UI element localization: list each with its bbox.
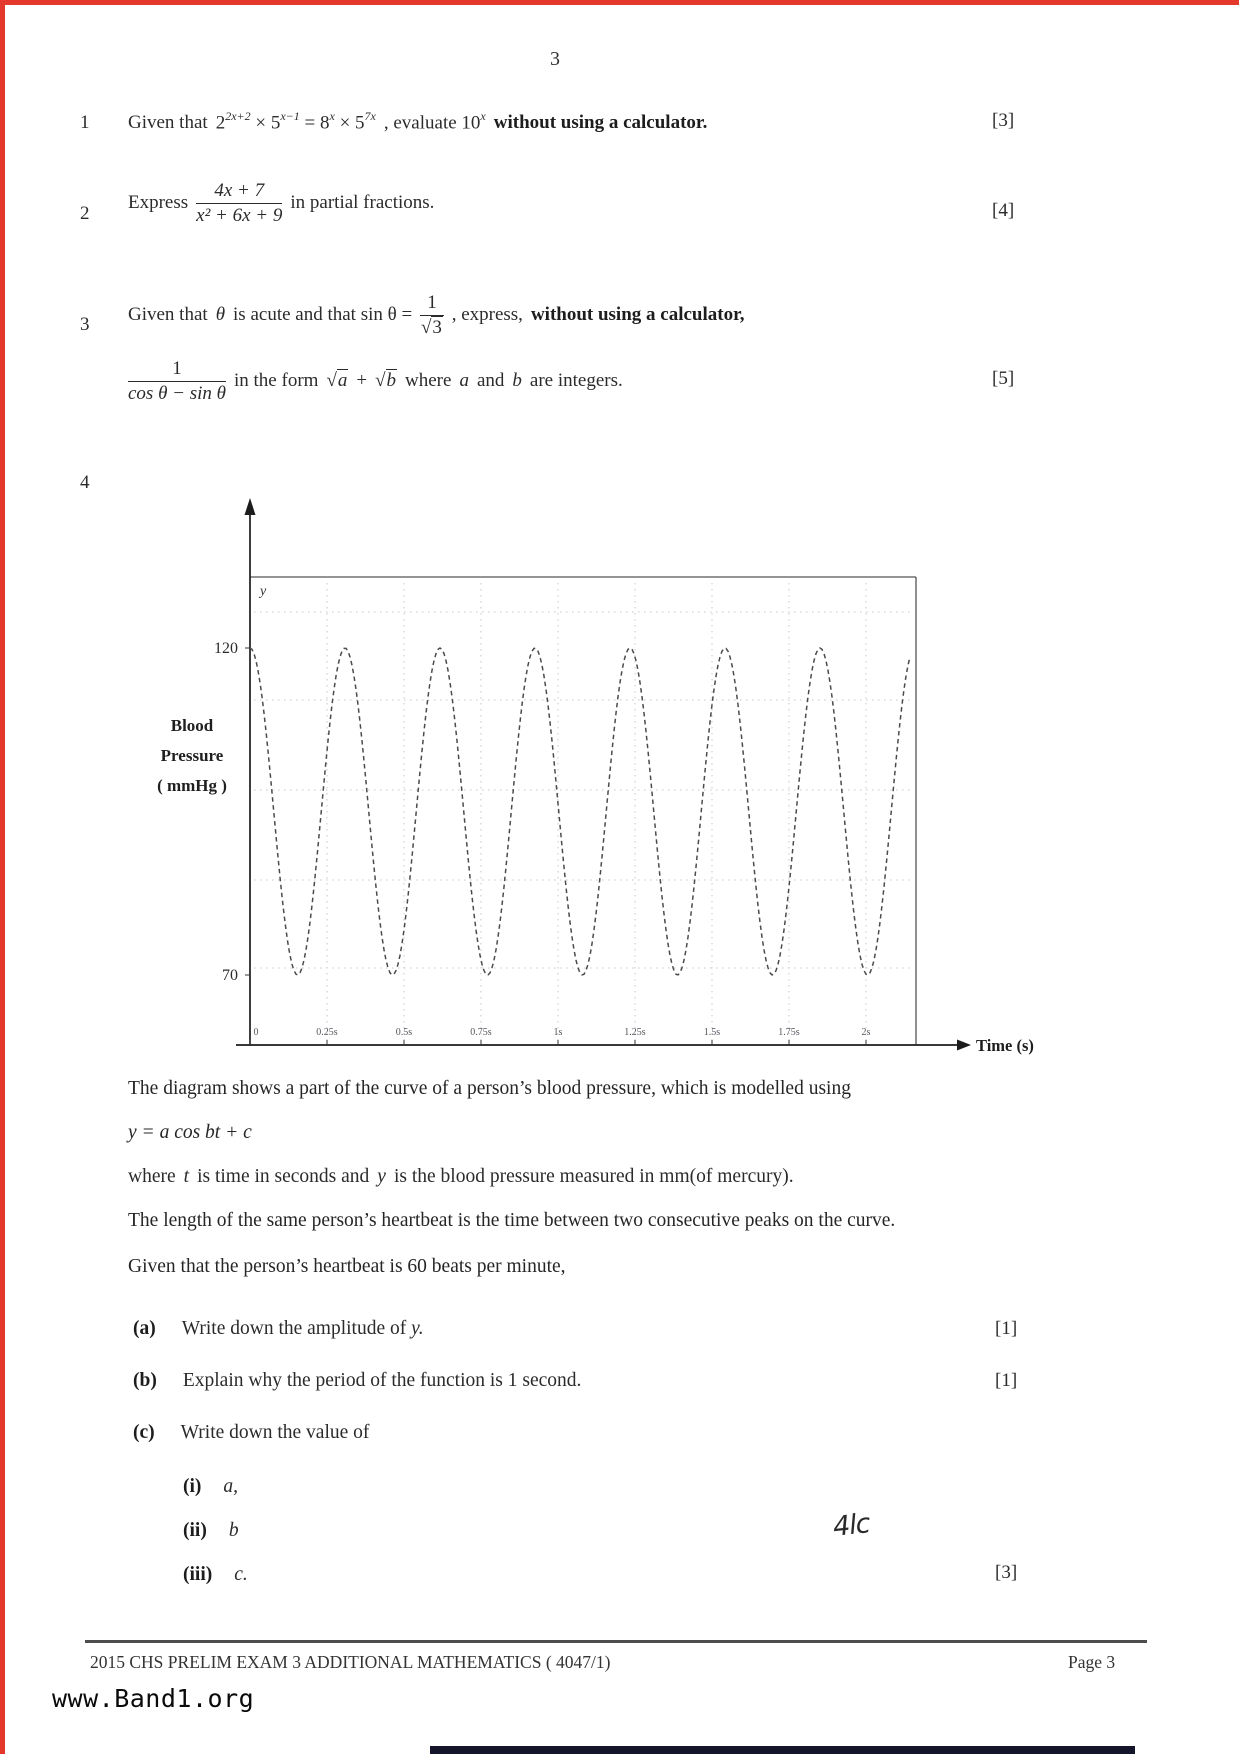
theta-symbol: θ	[215, 304, 226, 326]
scan-edge-left	[0, 0, 5, 1754]
q3-mark: [5]	[992, 368, 1015, 389]
scan-edge-bottom-bar	[430, 1746, 1135, 1754]
sub-iii-text: c.	[234, 1564, 248, 1585]
q3-l1a: Given that	[128, 304, 208, 326]
x-tick-label: 0.5s	[395, 1027, 413, 1038]
sqrt-3: √3	[420, 316, 442, 338]
q2-tail: in partial fractions.	[290, 192, 435, 214]
part-c-mark: [3]	[995, 1562, 1018, 1583]
q4-p2-t: t	[183, 1166, 190, 1187]
q3-l2c: are integers.	[529, 370, 623, 392]
footer-exam-title: 2015 CHS PRELIM EXAM 3 ADDITIONAL MATHEMATICS ( 4047/1)	[90, 1652, 611, 1672]
scan-edge-top	[0, 0, 1239, 5]
x-tick-label: 1.25s	[624, 1027, 646, 1038]
q1-math: $2^{2x+2} \times 5^{x-1} = 8^x \times 5^{7x}$	[215, 109, 376, 134]
part-b-label: (b)	[133, 1370, 157, 1391]
q2-lead: Express	[128, 192, 189, 214]
y-axis-title	[157, 716, 227, 795]
q1-lead: Given that	[128, 112, 208, 134]
q1-number: 1	[80, 112, 90, 133]
q4-para3: The length of the same person’s heartbeat is the time between two consecutive peaks on the curve.	[128, 1210, 896, 1231]
q4-sub-iii	[183, 1564, 248, 1586]
q2-number: 2	[80, 203, 90, 224]
x-axis-arrow	[957, 1040, 971, 1051]
x-tick-label: 1.75s	[778, 1027, 800, 1038]
q4-sub-ii	[183, 1520, 239, 1542]
footer-rule	[85, 1640, 1147, 1643]
x-tick-label: 1.5s	[703, 1027, 721, 1038]
sub-ii-text: b	[228, 1520, 239, 1541]
q4-para4: Given that the person’s heartbeat is 60 beats per minute,	[128, 1256, 566, 1277]
q2-mark: [4]	[992, 200, 1015, 221]
x-tick-label: 0.25s	[316, 1027, 338, 1038]
q4-sub-i	[183, 1476, 238, 1498]
q3-line1	[128, 292, 745, 339]
q4-p2-y: y	[377, 1166, 386, 1187]
part-c-label: (c)	[133, 1422, 155, 1443]
q3-l2a: in the form	[234, 370, 319, 392]
part-c-text: Write down the value of	[180, 1422, 370, 1443]
q3-fraction-2: $\frac{1}{\text{cos θ − sin θ}}$	[128, 358, 226, 404]
watermark-url: www.Band1.org	[52, 1684, 255, 1713]
plus-sign: +	[356, 370, 368, 392]
q3-fraction-1: $\frac{1}{√3}$	[420, 292, 442, 338]
part-a-mark: [1]	[995, 1318, 1018, 1339]
q3-bold: without using a calculator,	[530, 304, 745, 326]
q3-line2	[128, 358, 623, 405]
q3-l1c: , express,	[451, 304, 523, 326]
part-b-mark: [1]	[995, 1370, 1018, 1391]
part-a-label: (a)	[133, 1318, 156, 1339]
sub-iii-label: (iii)	[183, 1564, 213, 1585]
y-axis-arrow	[245, 498, 256, 515]
chart-grid	[254, 583, 912, 1041]
sqrt-a: √a	[326, 370, 348, 392]
page-number: 3	[550, 48, 560, 70]
q4-number: 4	[80, 472, 90, 493]
x-tick-label: 0	[253, 1027, 259, 1038]
y-tick-label: 120	[214, 640, 238, 657]
y-tick-label: 70	[222, 967, 238, 984]
x-tick-label: 2s	[861, 1027, 871, 1038]
x-tick-label: 1s	[553, 1027, 563, 1038]
q3-bvar: b	[512, 370, 522, 392]
q1-mark: [3]	[992, 110, 1015, 131]
x-axis-title: Time (s)	[976, 1036, 1034, 1055]
y-axis-letter: y	[260, 584, 267, 599]
q4-para2	[128, 1166, 794, 1188]
sub-i-text: a,	[223, 1476, 239, 1497]
q3-and: and	[476, 370, 505, 392]
q4-part-b	[133, 1370, 581, 1392]
q4-p2a: where	[128, 1166, 176, 1187]
handwritten-annotation: 4lc	[831, 1508, 872, 1543]
sub-ii-label: (ii)	[183, 1520, 207, 1541]
q3-l1b: is acute and that sin θ =	[233, 304, 413, 326]
q3-avar: a	[459, 370, 469, 392]
sub-i-label: (i)	[183, 1476, 202, 1497]
sqrt-b: √b	[375, 370, 397, 392]
q1-bold: without using a calculator.	[493, 112, 708, 134]
q3-number: 3	[80, 314, 90, 335]
y-axis-title-line: Blood	[170, 716, 214, 735]
q4-equation: y = a cos bt + c	[128, 1122, 252, 1143]
q2-fraction: $\frac{4x + 7}{\text{x² + 6x + 9}}$	[196, 180, 283, 226]
q4-part-c	[133, 1422, 369, 1444]
part-b-text: Explain why the period of the function is 1 second.	[182, 1370, 582, 1391]
y-axis-title-line: Pressure	[160, 746, 224, 765]
blood-pressure-chart	[140, 488, 1080, 1063]
q4-p2c: is the blood pressure measured in mm(of mercury).	[393, 1166, 794, 1187]
x-tick-label: 0.75s	[470, 1027, 492, 1038]
footer-page-label: Page 3	[1068, 1652, 1116, 1672]
q2-text	[128, 180, 434, 227]
y-axis-ticks	[214, 640, 250, 984]
x-axis-ticks	[250, 1027, 871, 1045]
y-axis-title-line: ( mmHg )	[157, 776, 227, 795]
q4-p2b: is time in seconds and	[197, 1166, 370, 1187]
q1-text	[128, 110, 707, 134]
q4-para1: The diagram shows a part of the curve of a person’s blood pressure, which is modelled using	[128, 1078, 851, 1099]
q1-mid: , evaluate 10$^x$	[383, 109, 486, 134]
q4-part-a	[133, 1318, 424, 1340]
q3-l2b: where	[405, 370, 452, 392]
part-a-text: Write down the amplitude of y.	[181, 1318, 424, 1339]
blood-pressure-curve	[250, 648, 910, 975]
